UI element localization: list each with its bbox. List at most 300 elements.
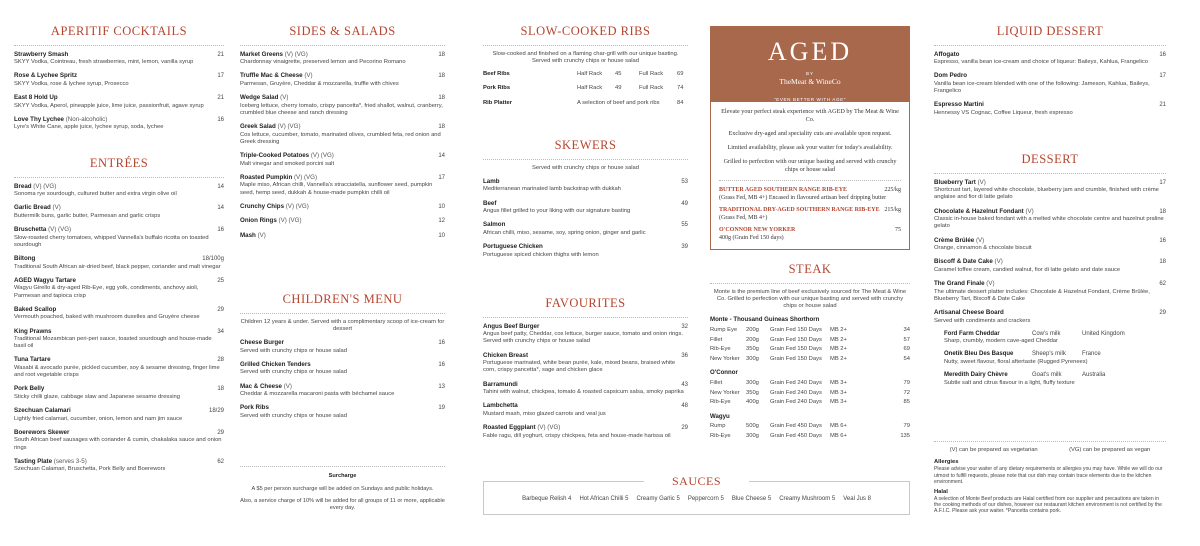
surcharge-title: Surcharge xyxy=(328,473,357,479)
menu-item xyxy=(14,226,224,249)
steak-cut: New Yorker xyxy=(710,389,740,396)
steak-weight: 350g xyxy=(746,389,759,396)
menu-item-price: 17 xyxy=(217,73,224,80)
aperitif-heading: APERITIF COCKTAILS xyxy=(14,24,224,46)
menu-item-header xyxy=(240,404,445,413)
dietary-tag: (V) xyxy=(977,178,986,186)
menu-item-name xyxy=(240,361,311,369)
menu-item-description: Tahini with walnut, chickpea, tomato & roasted capsicum salsa, smoky paprika xyxy=(483,389,684,396)
menu-item-title: Bread xyxy=(14,182,32,190)
aged-cut-name: O'CONNOR NEW YORKER xyxy=(719,227,796,234)
menu-item-name xyxy=(14,255,35,263)
aged-cut-header xyxy=(719,187,901,195)
aged-intro-1: Elevate your perfect steak experience with AGED by The Meat & Wine Co. xyxy=(721,108,899,124)
menu-item-title: Roasted Pumpkin xyxy=(240,173,293,181)
menu-item xyxy=(14,306,224,322)
menu-item-price: 12 xyxy=(438,218,445,225)
menu-item xyxy=(14,356,224,379)
menu-item-title: Bruschetta xyxy=(14,226,47,234)
veg-legend xyxy=(934,447,1166,454)
steak-feed: Grain Fed 450 Days xyxy=(770,423,822,430)
menu-item-name xyxy=(14,116,107,124)
steak-feed: Grain Fed 150 Days xyxy=(770,346,822,353)
menu-item-name xyxy=(14,458,87,466)
menu-item-price: 32 xyxy=(681,323,688,330)
cheese-name: Onetik Bleu Des Basque xyxy=(944,351,1014,358)
menu-item-title: Rose & Lychee Spritz xyxy=(14,72,78,80)
menu-item xyxy=(934,72,1166,95)
vegan-note: (VG) can be prepared as vegan xyxy=(1069,447,1151,453)
cheese-milk: Goat's milk xyxy=(1032,372,1062,379)
steak-feed: Grain Fed 240 Days xyxy=(770,389,822,396)
dessert-section xyxy=(934,152,1166,393)
menu-item-name xyxy=(14,328,51,336)
menu-item xyxy=(14,429,224,452)
menu-item-header xyxy=(934,72,1166,81)
steak-section xyxy=(710,262,910,443)
cheese-list xyxy=(934,331,1166,387)
menu-item-title: Triple-Cooked Potatoes xyxy=(240,152,310,160)
menu-item-description: Orange, cinnamon & chocolate biscuit xyxy=(934,245,1032,252)
menu-item xyxy=(483,323,688,346)
aged-logo: AGED xyxy=(767,37,853,66)
menu-item-header xyxy=(14,385,224,394)
menu-item-name xyxy=(934,179,986,187)
menu-item-title: Baked Scallop xyxy=(14,305,57,313)
sauces-heading: SAUCES xyxy=(664,474,729,488)
steak-cut: Fillet xyxy=(710,336,723,343)
children-note: Children 12 years & under. Served with a complimentary scoop of ice-cream for dessert xyxy=(240,318,445,332)
dietary-tag: (Non-alcoholic) xyxy=(65,115,108,123)
menu-item-name xyxy=(483,381,518,389)
rib-platter-row xyxy=(483,100,688,107)
menu-item-header xyxy=(934,179,1166,188)
menu-item-price: 43 xyxy=(681,381,688,388)
surcharge-line-2: Also, a service charge of 10% will be added for all groups of 11 or more, applicable every day. xyxy=(240,497,445,511)
menu-item xyxy=(14,94,224,110)
aged-cut-price: 215/kg xyxy=(884,207,901,214)
menu-item-name xyxy=(14,306,56,314)
menu-item-price: 36 xyxy=(681,352,688,359)
menu-item-header xyxy=(483,243,688,252)
menu-item-name xyxy=(240,152,334,160)
menu-item-price: 62 xyxy=(217,458,224,465)
menu-item xyxy=(240,339,445,355)
dietary-tag: (V) xyxy=(283,382,292,390)
menu-item-header xyxy=(14,226,224,235)
menu-item-description: Served with crunchy chips or house salad xyxy=(240,412,347,419)
steak-cut: Rib-Eye xyxy=(710,433,731,440)
aged-items xyxy=(719,187,901,242)
footer-notes xyxy=(934,441,1166,518)
menu-item-price: 19 xyxy=(438,405,445,412)
aged-cut-name: TRADITIONAL DRY-AGED SOUTHERN RANGE RIB-EYE xyxy=(719,207,880,214)
aged-cut xyxy=(719,227,901,242)
dietary-tag: (V) xyxy=(994,258,1003,266)
children-heading: CHILDREN'S MENU xyxy=(240,292,445,314)
rib-platter-price: 84 xyxy=(677,99,684,106)
menu-item-name xyxy=(240,174,317,182)
steak-cut: Rump xyxy=(710,423,726,430)
menu-item-header xyxy=(14,458,224,467)
menu-item-header xyxy=(14,429,224,438)
menu-item xyxy=(14,51,224,67)
steak-group-name: O'Connor xyxy=(710,369,738,377)
steak-marble: MB 2+ xyxy=(830,336,847,343)
steak-feed: Grain Fed 150 Days xyxy=(770,326,822,333)
menu-item-price: 16 xyxy=(438,361,445,368)
menu-item-name xyxy=(14,429,69,437)
steak-weight: 400g xyxy=(746,399,759,406)
column-2 xyxy=(240,0,445,546)
dietary-tag: (V) (VG) xyxy=(278,217,302,225)
menu-item-name xyxy=(14,385,44,393)
aged-body xyxy=(710,102,910,250)
menu-item-header xyxy=(934,280,1166,289)
menu-item-header xyxy=(14,277,224,286)
menu-item-header xyxy=(483,402,688,411)
dessert-heading: DESSERT xyxy=(934,152,1166,174)
menu-item-description: Angus fillet grilled to your liking with our signature basting xyxy=(483,208,631,215)
sauces-box xyxy=(483,474,910,515)
steak-cut: Fillet xyxy=(710,379,723,386)
aged-cut-desc: (Grass Fed, MB 4+) Encased in flavoured artisan beef dripping butter xyxy=(719,194,887,201)
entrees-section xyxy=(14,156,224,480)
favourites-section xyxy=(483,296,688,446)
menu-item xyxy=(934,101,1166,117)
menu-item-title: Mac & Cheese xyxy=(240,382,282,390)
menu-item-title: Barramundi xyxy=(483,380,518,388)
steak-marble: MB 3+ xyxy=(830,389,847,396)
menu-item-name xyxy=(240,339,284,347)
aged-divider xyxy=(719,180,901,181)
steak-feed: Grain Fed 150 Days xyxy=(770,356,822,363)
menu-item-name xyxy=(14,407,71,415)
menu-item-price: 17 xyxy=(1159,73,1166,80)
ribs-note: Slow-cooked and finished on a flaming char-grill with our unique basting. Served with crunchy chips or house salad xyxy=(492,50,679,64)
rib-row xyxy=(483,85,688,92)
aged-cut-name: BUTTER AGED SOUTHERN RANGE RIB-EYE xyxy=(719,187,848,194)
half-rack-label: Half Rack xyxy=(577,85,603,92)
dietary-tag: (V) xyxy=(986,280,995,288)
menu-item-title: Beef xyxy=(483,199,497,207)
menu-item-description: SKYY Vodka, Cointreau, fresh strawberries, mint, lemon, vanilla syrup xyxy=(14,59,194,66)
menu-item-title: Lambchetta xyxy=(483,402,518,410)
menu-item-description: Caramel toffee cream, candied walnut, fior di latte gelato and date sauce xyxy=(934,266,1121,273)
menu-item-title: Mash xyxy=(240,231,256,239)
menu-item-price: 18/29 xyxy=(208,408,224,415)
menu-item-description: Cos lettuce, cucumber, tomato, marinated olives, crumbled feta, red onion and Greek dressing xyxy=(240,131,441,145)
menu-item-header xyxy=(240,123,445,132)
menu-item xyxy=(14,458,224,474)
aged-cut-desc: (Grass Fed, MB 4+) xyxy=(719,214,768,221)
menu-item-title: Chicken Breast xyxy=(483,351,529,359)
steak-row xyxy=(710,399,910,406)
menu-item xyxy=(14,255,224,271)
entrees-heading: ENTRÉES xyxy=(14,156,224,178)
full-rack-label: Full Rack xyxy=(639,71,664,78)
steak-price: 54 xyxy=(903,356,910,363)
menu-item-name xyxy=(483,243,543,251)
menu-item-title: Affogato xyxy=(934,50,960,58)
dietary-tag: (V) (VG) xyxy=(310,152,334,160)
menu-item-title: AGED Wagyu Tartare xyxy=(14,276,76,284)
menu-item-header xyxy=(240,339,445,348)
steak-heading: STEAK xyxy=(710,262,910,284)
menu-item-title: Biltong xyxy=(14,255,36,263)
menu-item-title: Lamb xyxy=(483,177,500,185)
dietary-tag: (V) (VG) xyxy=(294,173,318,181)
menu-item-header xyxy=(14,183,224,192)
dietary-tag: (V) xyxy=(975,236,985,244)
menu-item-price: 39 xyxy=(681,244,688,251)
menu-item-name xyxy=(483,178,500,186)
aged-cut-header xyxy=(719,227,901,235)
steak-price: 85 xyxy=(903,399,910,406)
surcharge-line-1: A $5 per person surcharge will be added on Sundays and public holidays. xyxy=(251,485,434,492)
sauces-list xyxy=(484,496,909,504)
menu-item-description: Vermouth poached, baked with mushroom duxelles and Gruyère cheese xyxy=(14,314,200,321)
steak-row xyxy=(710,356,910,363)
menu-item-name xyxy=(934,208,1034,216)
menu-item xyxy=(934,208,1166,231)
cheese-milk: Cow's milk xyxy=(1032,330,1061,337)
menu-item-price: 14 xyxy=(217,205,224,212)
menu-item-price: 14 xyxy=(217,183,224,190)
menu-item xyxy=(14,183,224,199)
menu-item-price: 21 xyxy=(217,51,224,58)
menu-item-name xyxy=(240,72,313,80)
menu-item-description: Classic in-house baked fondant with a melted white chocolate centre and hazelnut praline gelato xyxy=(934,216,1164,230)
children-section xyxy=(240,292,445,426)
menu-item-price: 28 xyxy=(217,357,224,364)
cheese-country: United Kingdom xyxy=(1082,330,1125,337)
menu-item-title: Angus Beef Burger xyxy=(483,322,540,330)
rib-name: Beef Ribs xyxy=(483,71,510,78)
aged-cut xyxy=(719,187,901,202)
menu-item-header xyxy=(14,204,224,213)
menu-item-name xyxy=(14,72,77,80)
menu-item-description: Shortcrust tart, layered white chocolate, blueberry jam and crumble, finished with crème anglaise and fior di latte gelato xyxy=(934,187,1159,201)
menu-item-price: 16 xyxy=(217,227,224,234)
menu-item-price: 29 xyxy=(217,429,224,436)
menu-item xyxy=(240,232,445,241)
cheese-country: France xyxy=(1082,351,1101,358)
menu-item-header xyxy=(934,101,1166,110)
cheese-item xyxy=(944,351,1166,366)
menu-item-header xyxy=(240,51,445,60)
steak-row xyxy=(710,337,910,344)
allergies-text: Please advise your waiter of any dietary requirements or allergies you may have. While we will do our utmost to fulfill requests, please note that our dish may contain trace elements due to the kitchen environment. xyxy=(934,466,1163,485)
menu-item-header xyxy=(14,407,224,416)
menu-item-name xyxy=(240,217,302,225)
menu-item-title: Greek Salad xyxy=(240,123,276,131)
menu-item-price: 17 xyxy=(1159,179,1166,186)
full-rack-label: Full Rack xyxy=(639,85,664,92)
steak-price: 34 xyxy=(903,326,910,333)
menu-item-header xyxy=(14,116,224,125)
menu-item-description: Parmesan, Gruyère, Cheddar & mozzarella, truffle with chives xyxy=(240,80,399,87)
menu-item-description: Traditional Mozambican peri-peri sauce, toasted sourdough and house-made basil oil xyxy=(14,336,212,350)
menu-item-title: Roasted Eggplant xyxy=(483,424,536,432)
menu-item-title: Blueberry Tart xyxy=(934,178,976,186)
menu-item-header xyxy=(934,258,1166,267)
menu-item-price: 18 xyxy=(438,73,445,80)
menu-item-price: 29 xyxy=(217,306,224,313)
menu-item-name xyxy=(483,323,539,331)
steak-weight: 500g xyxy=(746,423,759,430)
menu-item-description: Sonoma rye sourdough, cultured butter and extra virgin olive oil xyxy=(14,191,177,198)
menu-item-description: The ultimate dessert platter includes: Chocolate & Hazelnut Fondant, Crème Brûlée, Blueberry Tart, Biscoff & Date Cake xyxy=(934,288,1150,302)
menu-item-header xyxy=(934,309,1166,318)
menu-item-description: Malt vinegar and smoked porcini salt xyxy=(240,160,335,167)
menu-item-name xyxy=(240,404,269,412)
steak-weight: 200g xyxy=(746,336,759,343)
half-rack-price: 49 xyxy=(615,85,622,92)
steak-marble: MB 3+ xyxy=(830,379,847,386)
aged-intro-4: Grilled to perfection with our unique basting and served with crunchy chips or house salad xyxy=(723,158,897,174)
menu-item xyxy=(240,174,445,197)
aperitif-list xyxy=(14,51,224,132)
menu-item xyxy=(14,204,224,220)
menu-item-title: Cheese Burger xyxy=(240,339,285,347)
menu-item-price: 21 xyxy=(1159,102,1166,109)
aged-intro-2: Exclusive dry-aged and speciality cuts are available upon request. xyxy=(728,130,892,138)
menu-item-price: 18 xyxy=(1159,259,1166,266)
menu-item-price: 16 xyxy=(217,116,224,123)
menu-item-title: Crunchy Chips xyxy=(240,202,285,210)
menu-item-price: 49 xyxy=(681,200,688,207)
steak-row xyxy=(710,346,910,353)
aged-cut-price: 225/kg xyxy=(884,187,901,194)
menu-item-name xyxy=(14,94,58,102)
dietary-tag: (V) (VG) xyxy=(284,50,308,58)
menu-item-title: Artisanal Cheese Board xyxy=(934,309,1004,316)
steak-price: 72 xyxy=(903,389,910,396)
dietary-tag: (V) (VG) xyxy=(277,123,301,131)
column-5 xyxy=(934,0,1166,546)
menu-item-name xyxy=(934,258,1003,266)
aged-cut xyxy=(719,207,901,222)
rib-platter-name: Rib Platter xyxy=(483,99,512,106)
dietary-tag: (V) (VG) xyxy=(33,182,57,190)
rib-row xyxy=(483,71,688,78)
allergies-heading: Allergies xyxy=(934,459,959,466)
menu-item-description: Served with crunchy chips or house salad xyxy=(240,347,347,354)
menu-item-name xyxy=(240,94,288,102)
steak-feed: Grain Fed 150 Days xyxy=(770,336,822,343)
menu-item-description: Mediterranean marinated lamb backstrap with dukkah xyxy=(483,186,621,193)
menu-item-title: Tasting Plate xyxy=(14,457,53,465)
menu-item-price: 18 xyxy=(1159,208,1166,215)
menu-item xyxy=(14,116,224,132)
menu-item-title: Strawberry Smash xyxy=(14,50,69,58)
dietary-tag: (serves 3-5) xyxy=(53,457,87,465)
full-rack-price: 74 xyxy=(677,85,684,92)
menu-item xyxy=(14,72,224,88)
menu-item xyxy=(240,383,445,399)
menu-item-header xyxy=(483,221,688,230)
menu-item-price: 18 xyxy=(438,51,445,58)
menu-item-description: Lightly fried calamari, cucumber, onion, lemon and nam jim sauce xyxy=(14,415,183,422)
steak-weight: 200g xyxy=(746,326,759,333)
menu-item xyxy=(483,424,688,440)
menu-item-price: 55 xyxy=(681,222,688,229)
menu-item-title: Market Greens xyxy=(240,50,283,58)
halal-text: A selection of Monte Beef products are Halal certified from our supplier and precautions are taken in the cooking methods of our dishes, however our restaurant kitchen environment is not certified by the A.F.I.C. Please ask your waiter. *Pancetta contains pork. xyxy=(934,496,1162,515)
dietary-tag: (V) xyxy=(257,231,266,239)
menu-item xyxy=(14,407,224,423)
menu-item-description: Mustard mash, miso glazed carrots and veal jus xyxy=(483,410,606,417)
sauce-item: Hot African Chilli 5 xyxy=(579,496,629,502)
menu-item-description: SKYY Vodka, rose & lychee syrup, Prosecco xyxy=(14,80,129,87)
menu-item-description: Hennessy VS Cognac, Coffee Liqueur, fresh espresso xyxy=(934,109,1073,116)
menu-item-name xyxy=(934,72,967,80)
cheese-description: Nutty, sweet flavour, floral aftertaste (Rugged Pyrenees) xyxy=(944,358,1088,365)
menu-item xyxy=(934,280,1166,303)
menu-item xyxy=(240,203,445,212)
cheese-header xyxy=(944,372,1166,380)
menu-item-title: Espresso Martini xyxy=(934,101,984,109)
menu-item-header xyxy=(483,178,688,187)
menu-item xyxy=(934,258,1166,274)
half-rack-label: Half Rack xyxy=(577,71,603,78)
menu-item-description: Buttermilk buns, garlic butter, Parmesan and garlic crisps xyxy=(14,212,161,219)
steak-cut: Rib-Eye xyxy=(710,346,731,353)
menu-item xyxy=(240,51,445,67)
menu-item-description: South African beef sausages with coriander & cumin, chakalaka sauce and onion rings xyxy=(14,437,222,451)
menu-item-header xyxy=(14,306,224,315)
aged-cut-header xyxy=(719,207,901,215)
children-list xyxy=(240,339,445,420)
sides-heading: SIDES & SALADS xyxy=(240,24,445,46)
menu-item-price: 16 xyxy=(1159,237,1166,244)
full-rack-price: 69 xyxy=(677,71,684,78)
menu-item-price: 17 xyxy=(438,174,445,181)
steak-cut: Rib-Eye xyxy=(710,399,731,406)
menu-item-title: Wedge Salad xyxy=(240,94,279,102)
menu-item-price: 21 xyxy=(217,95,224,102)
menu-item-title: Garlic Bread xyxy=(14,204,51,212)
menu-item xyxy=(240,404,445,420)
column-3 xyxy=(483,0,688,546)
menu-item-price: 16 xyxy=(1159,51,1166,58)
menu-item-title: Onion Rings xyxy=(240,217,277,225)
skewers-section xyxy=(483,138,688,265)
menu-item xyxy=(240,152,445,168)
cheese-item xyxy=(944,372,1166,387)
menu-item-name xyxy=(240,203,309,211)
menu-item-name xyxy=(483,352,528,360)
menu-item-name xyxy=(14,356,51,364)
skewers-note: Served with crunchy chips or house salad xyxy=(532,164,639,171)
menu-item xyxy=(483,243,688,259)
steak-marble: MB 3+ xyxy=(830,399,847,406)
rib-platter-desc: A selection of beef and pork ribs xyxy=(577,99,660,106)
dietary-tag: (V) xyxy=(304,72,313,80)
menu-item-header xyxy=(240,383,445,392)
menu-item-price: 18 xyxy=(438,95,445,102)
steak-cut: New Yorker xyxy=(710,356,740,363)
menu-item xyxy=(934,179,1166,202)
menu-item-price: 29 xyxy=(681,425,688,432)
menu-item-title: Szechuan Calamari xyxy=(14,407,71,415)
menu-item-title: Boerewors Skewer xyxy=(14,428,70,436)
dietary-tag: (V) xyxy=(1025,207,1034,215)
menu-item-header xyxy=(14,72,224,81)
menu-item-header xyxy=(14,51,224,60)
menu-item-price: 16 xyxy=(438,340,445,347)
